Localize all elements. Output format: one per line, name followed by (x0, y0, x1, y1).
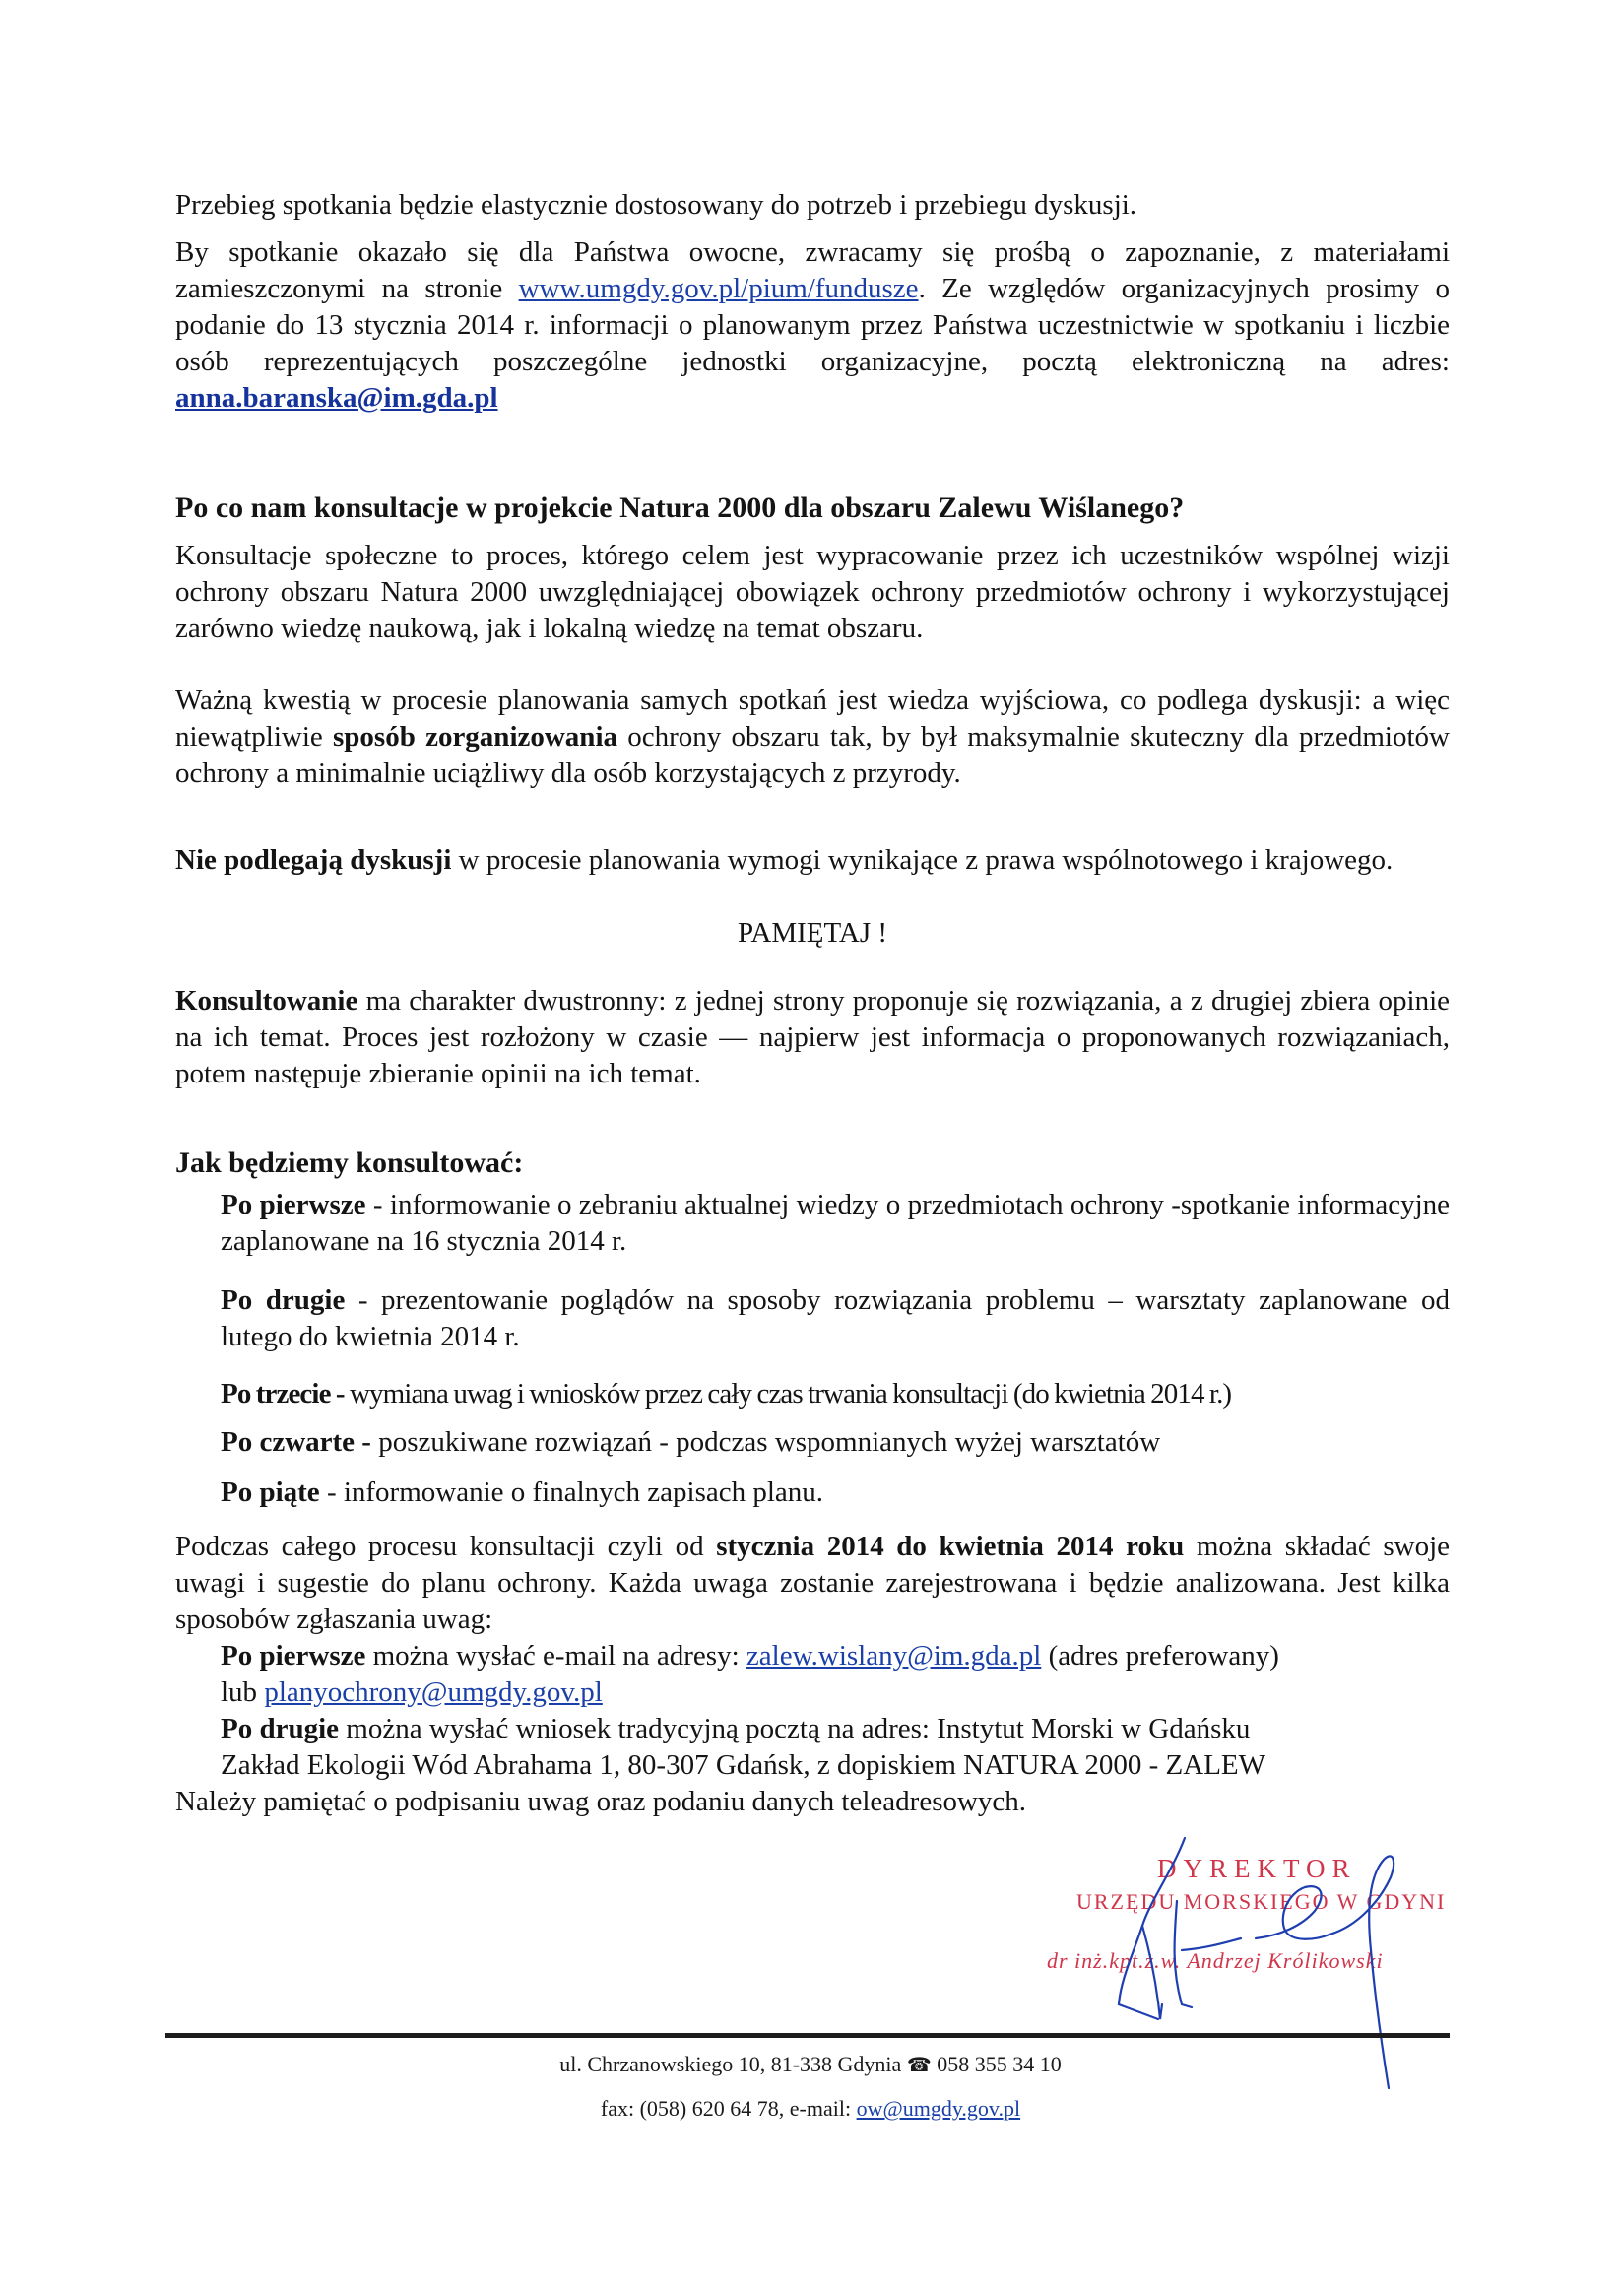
emphasis-text: Konsultowanie (175, 985, 358, 1017)
consultation-paragraph (175, 538, 1450, 647)
heading-text: Jak będziemy konsultować: (175, 1147, 524, 1179)
list-item (221, 1475, 1450, 1511)
signature-stroke (1182, 1938, 1241, 1950)
footer-email-link[interactable]: ow@umgdy.gov.pl (856, 2096, 1021, 2121)
or-text: lub (221, 1676, 265, 1708)
stamp-office: URZĘDU MORSKIEGO W GDYNI (1076, 1889, 1447, 1914)
footer-address: ul. Chrzanowskiego 10, 81-338 Gdynia (559, 2052, 902, 2076)
item-label: Po pierwsze (221, 1189, 366, 1220)
footer-contact-line (0, 2095, 1621, 2123)
item-text: można wysłać e-mail na adresy: (365, 1640, 746, 1672)
signature-icon (1034, 1832, 1477, 2128)
item-label: Po drugie (221, 1284, 346, 1316)
signature-stroke (1256, 1886, 1329, 1939)
intro-paragraph (175, 234, 1450, 417)
item-text: - informowanie o zebraniu aktualnej wiedzy o przedmiotach ochrony -spotkanie informacyjne zaplanowane na 16 stycznia 2014 r. (221, 1189, 1450, 1257)
item-text: poszukiwane rozwiązań - podczas wspomnianych wyżej warsztatów (370, 1426, 1161, 1458)
alt-email-line (221, 1674, 1450, 1711)
list-item (221, 1282, 1450, 1355)
intro-para-text-2: . Ze względów organizacyjnych prosimy o podanie do 13 stycznia 2014 r. informacji o planowanym przez Państwa uczestnictwie w spotkaniu i liczbie osób reprezentujących poszczególne jednostki organizacyjne, pocztą elektroniczną na adres: (175, 273, 1450, 377)
intro-para-text: By spotkanie okazało się dla Państwa owocne, zwracamy się prośbą o zapoznanie, z materiałami zamieszczonymi na stronie (175, 236, 1450, 304)
emphasis-text: Nie podlegają dyskusji (175, 844, 452, 876)
intro-line (175, 187, 1450, 224)
intro-text: Przebieg spotkania będzie elastycznie dostosowany do potrzeb i przebiegu dyskusji. (175, 189, 1137, 221)
item-label: Po trzecie - (221, 1378, 345, 1410)
closing-note (175, 1784, 1450, 1820)
paragraph-text: Konsultacje społeczne to proces, którego celem jest wypracowanie przez ich uczestników wspólnej wizji ochrony obszaru Natura 2000 uwzględniającej obowiązek ochrony przedmiotów ochrony i wykorzystującej zarówno wiedzę naukową, jak i lokalną wiedzę na temat obszaru. (175, 540, 1450, 644)
stamp-name: dr inż.kpt.ż.w. Andrzej Królikowski (1047, 1948, 1384, 1973)
paragraph-text: ma charakter dwustronny: z jednej strony proponuje się rozwiązania, a z drugiej zbiera opinie na ich temat. Proces jest rozłożony w czasie — najpierw jest informacja o proponowanych rozwiązaniach, potem następuje zbieranie opinii na ich temat. (175, 985, 1450, 1089)
signature-stroke (1175, 1901, 1192, 2007)
closing-text: Należy pamiętać o podpisaniu uwag oraz podaniu danych teleadresowych. (175, 1786, 1027, 1817)
item-label: Po pierwsze (221, 1640, 366, 1672)
section-heading-natura (175, 490, 1450, 526)
submission-way-post (221, 1711, 1450, 1784)
item-note: (adres preferowany) (1041, 1640, 1279, 1672)
remember-text: PAMIĘTAJ ! (737, 917, 888, 949)
paragraph-text: Podczas całego procesu konsultacji czyli od (175, 1531, 717, 1562)
telephone-icon: ☎ (906, 2055, 932, 2076)
planyochrony-email-link[interactable]: planyochrony@umgdy.gov.pl (264, 1676, 603, 1708)
list-item (221, 1187, 1450, 1260)
item-label: Po piąte (221, 1476, 320, 1508)
stamp-title: DYREKTOR (1157, 1854, 1357, 1883)
non-negotiable-paragraph (175, 842, 1450, 879)
zalew-email-link[interactable]: zalew.wislany@im.gda.pl (746, 1640, 1042, 1672)
item-text: wymiana uwag i wniosków przez cały czas trwania konsultacji (do kwietnia 2014 r.) (344, 1378, 1232, 1410)
key-issue-paragraph (175, 683, 1450, 792)
emphasis-text: stycznia 2014 do kwietnia 2014 roku (716, 1531, 1185, 1562)
footer-fax: fax: (058) 620 64 78, e-mail: (600, 2096, 857, 2121)
footer-phone: 058 355 34 10 (937, 2052, 1062, 2076)
paragraph-text: ochrony obszaru tak, by był maksymalnie skuteczny dla przedmiotów ochrony a minimalnie uciążliwy dla osób korzystających z przyrody. (175, 721, 1450, 789)
consulting-paragraph (175, 983, 1450, 1092)
heading-text: Po co nam konsultacje w projekcie Natura 2000 dla obszaru Zalewu Wiślanego? (175, 492, 1185, 524)
item-text: - informowanie o finalnych zapisach planu. (319, 1476, 824, 1508)
item-label: Po czwarte - (221, 1426, 371, 1458)
contact-email-link[interactable]: anna.baranska@im.gda.pl (175, 382, 498, 414)
list-item (221, 1424, 1450, 1461)
paragraph-text: można składać swoje uwagi i sugestie do planu ochrony. Każda uwaga zostanie zarejestrowana i będzie analizowana. Jest kilka sposobów zgłaszania uwag: (175, 1531, 1450, 1635)
footer-address-line (0, 2051, 1621, 2079)
emphasis-text: sposób zorganizowania (333, 721, 617, 753)
fundusze-link[interactable]: www.umgdy.gov.pl/pium/fundusze (518, 273, 919, 304)
postal-address: Zakład Ekologii Wód Abrahama 1, 80-307 Gdańsk, z dopiskiem NATURA 2000 - ZALEW (221, 1749, 1266, 1781)
submission-paragraph (175, 1529, 1450, 1638)
signature-stroke (1142, 1926, 1162, 2019)
remember-label (175, 915, 1450, 951)
item-label: Po drugie (221, 1713, 340, 1744)
paragraph-text: w procesie planowania wymogi wynikające z prawa wspólnotowego i krajowego. (451, 844, 1394, 876)
submission-way-email (221, 1638, 1450, 1711)
list-item (221, 1376, 1450, 1412)
section-heading-how (175, 1145, 1450, 1181)
footer-divider (165, 2033, 1450, 2038)
paragraph-text: Ważną kwestią w procesie planowania samych spotkań jest wiedza wyjściowa, co podlega dyskusji: a więc niewątpliwie (175, 685, 1450, 753)
item-text: - prezentowanie poglądów na sposoby rozwiązania problemu – warsztaty zaplanowane od lutego do kwietnia 2014 r. (221, 1284, 1450, 1352)
item-text: można wysłać wniosek tradycyjną pocztą na adres: Instytut Morski w Gdańsku (339, 1713, 1251, 1744)
